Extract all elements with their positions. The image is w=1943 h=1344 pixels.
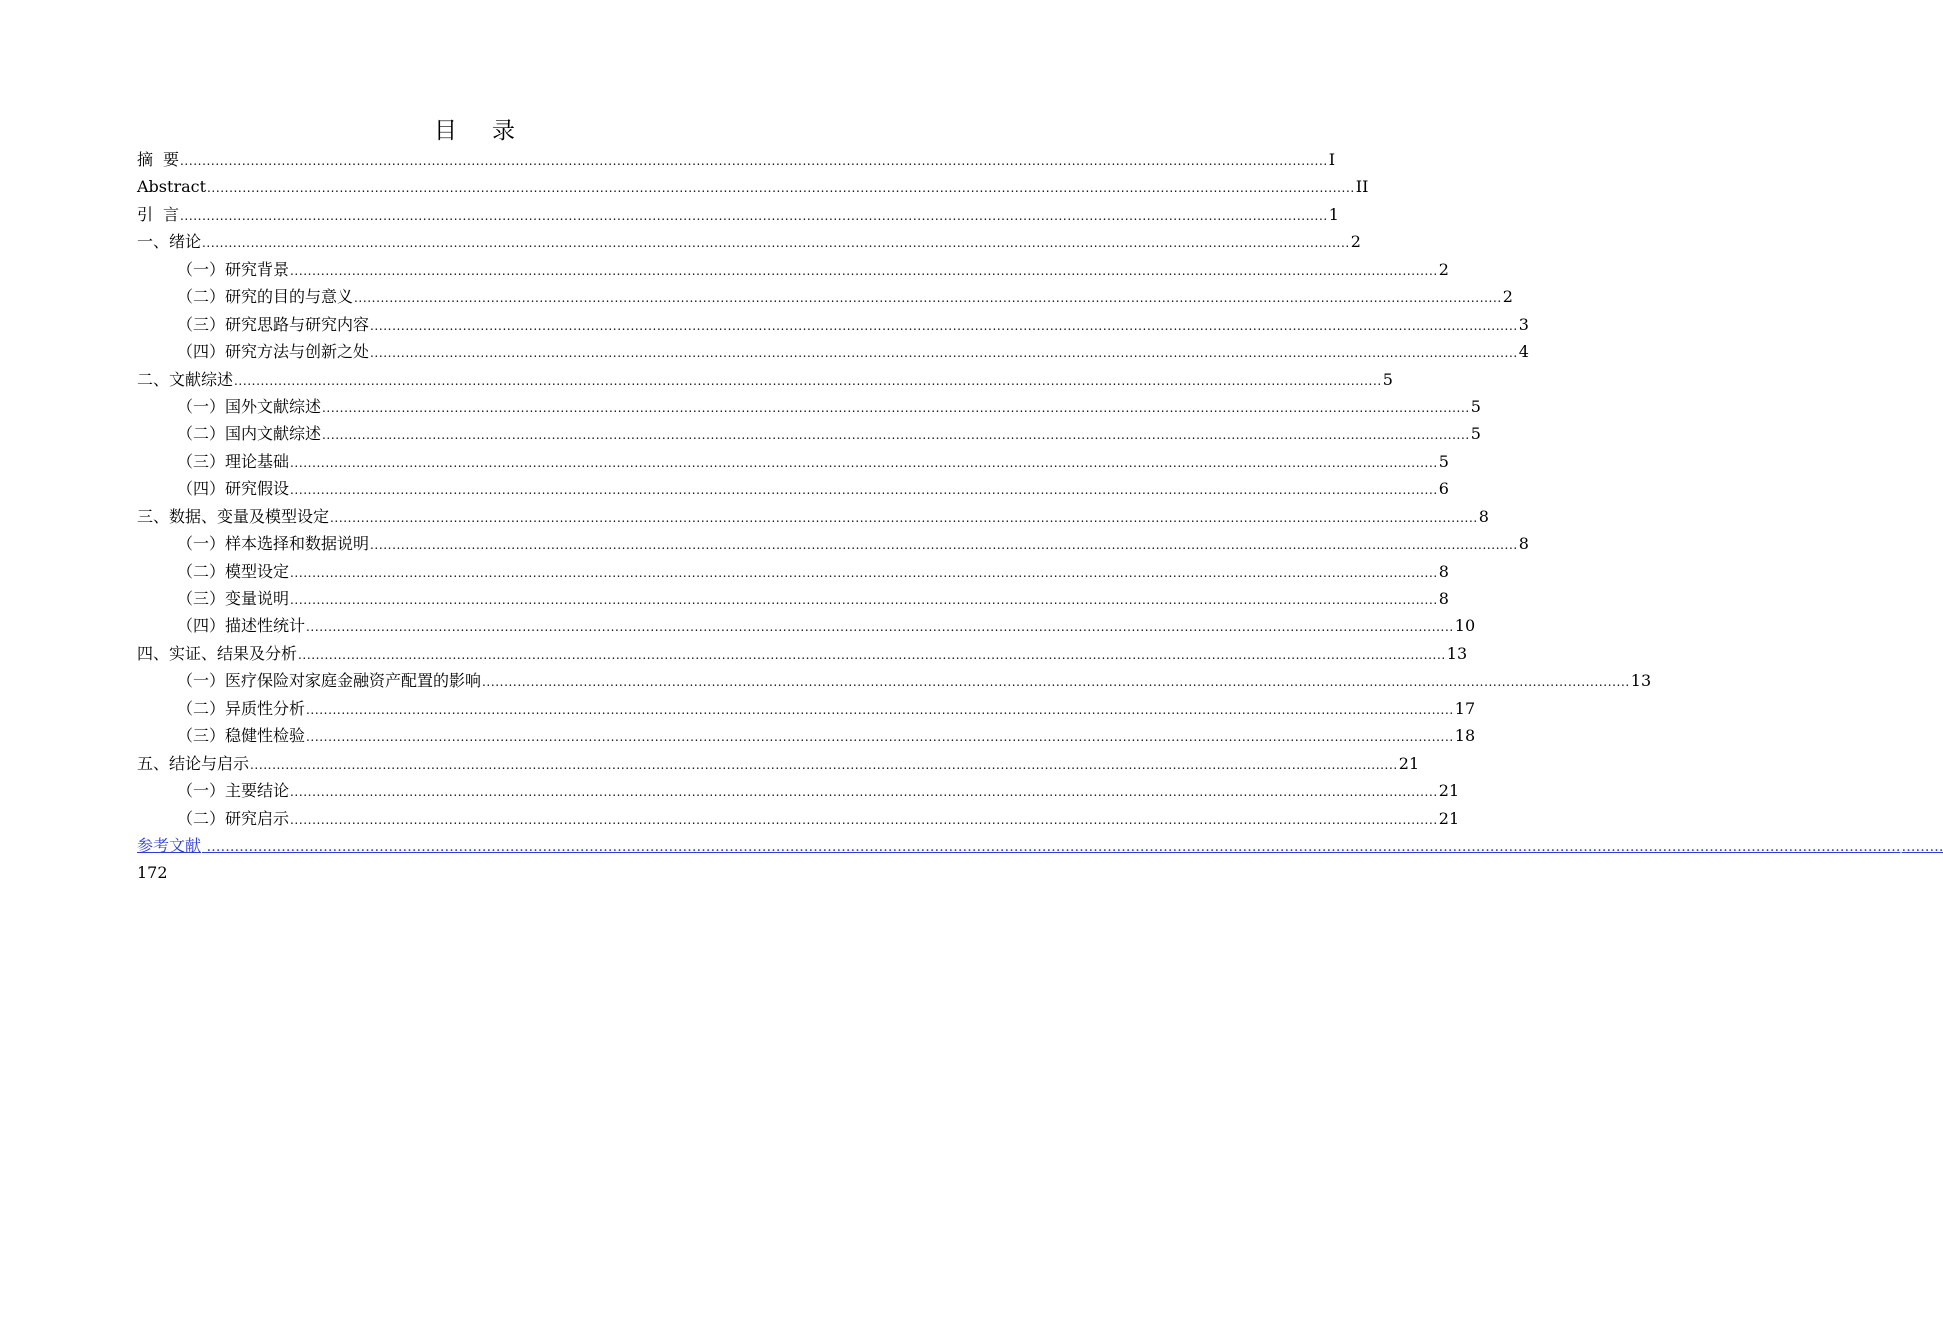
toc-leader-dots: ....................................................................................................................................................................................................................................................................	[234, 373, 1382, 388]
toc-entry[interactable]	[137, 173, 1369, 200]
toc-entry[interactable]	[137, 366, 1393, 393]
toc-entry[interactable]	[137, 420, 1481, 447]
toc-leader-dots: ....................................................................................................................................................................................................................................................................	[290, 593, 1438, 607]
toc-entry[interactable]	[137, 805, 1460, 832]
toc-leader-dots: ....................................................................................................................................................................................................................................................................	[290, 785, 1438, 800]
toc-page-number: 4	[1518, 342, 1529, 362]
toc-page-number: 5	[1382, 369, 1393, 389]
toc-leader-dots: ....................................................................................................................................................................................................................................................................	[306, 730, 1454, 745]
toc-entry-label[interactable]: （三）理论基础	[177, 451, 290, 471]
toc-entry[interactable]	[137, 530, 1529, 557]
toc-entry-label[interactable]: 二、文献综述	[137, 369, 234, 389]
toc-page-number: 2	[1502, 287, 1513, 307]
toc-entry[interactable]	[137, 695, 1476, 722]
toc-leader-dots: ....................................................................................................................................................................................................................................................................	[250, 757, 1398, 772]
toc-entry[interactable]	[137, 228, 1361, 255]
toc-entry[interactable]	[137, 667, 1652, 694]
toc-leader-dots: ....................................................................................................................................................................................................................................................................	[330, 510, 1478, 525]
toc-entry-label[interactable]: 五、结论与启示	[137, 753, 250, 773]
toc-entry-label[interactable]: Abstract	[137, 177, 207, 197]
toc-entry-label[interactable]: 四、实证、结果及分析	[137, 643, 298, 663]
toc-entry[interactable]	[137, 503, 1489, 530]
toc-entry[interactable]	[137, 338, 1529, 365]
toc-entry[interactable]	[137, 256, 1449, 283]
toc-leader-dots: ....................................................................................................................................................................................................................................................................	[298, 647, 1446, 662]
toc-entry-references-page: 172	[137, 863, 168, 883]
toc-entry[interactable]	[137, 750, 1420, 777]
toc-entry-label[interactable]: （三）变量说明	[177, 589, 290, 608]
toc-leader-dots: ....................................................................................................................................................................................................................................................................	[306, 620, 1454, 635]
toc-entry-label[interactable]: 一、绪论	[137, 232, 202, 252]
toc-leader-dots: ....................................................................................................................................................................................................................................................................	[180, 154, 1328, 168]
toc-entry-label[interactable]: （四）研究假设	[177, 479, 290, 499]
toc-entry-label[interactable]: 参考文献	[137, 835, 202, 855]
toc-leader-dots: ....................................................................................................................................................................................................................................................................	[370, 538, 1518, 553]
toc-entry-label[interactable]: （一）医疗保险对家庭金融资产配置的影响	[177, 671, 482, 691]
toc-page-number: 13	[1630, 671, 1652, 691]
page-title	[0, 114, 950, 148]
toc-page-number: 21	[1398, 753, 1420, 773]
toc-entry[interactable]	[137, 311, 1529, 338]
toc-entry-label[interactable]: （四）研究方法与创新之处	[177, 342, 370, 362]
toc-page-number: I	[1328, 150, 1336, 169]
toc-page-number: 3	[1518, 314, 1529, 334]
toc-leader-dots: ....................................................................................................................................................................................................................................................................	[354, 291, 1502, 306]
toc-page-number: 8	[1518, 534, 1529, 554]
toc-page-number: 5	[1470, 396, 1481, 416]
toc-entry[interactable]	[137, 777, 1460, 804]
toc-entry-label[interactable]: （一）主要结论	[177, 781, 290, 801]
toc-page-number: 13	[1446, 643, 1468, 663]
toc-entry[interactable]	[137, 146, 1336, 173]
page-title-right: 录	[492, 118, 516, 144]
table-of-contents	[137, 146, 1943, 886]
toc-entry[interactable]	[137, 448, 1449, 475]
toc-leader-dots: ....................................................................................................................................................................................................................................................................	[290, 812, 1438, 827]
toc-entry[interactable]	[137, 283, 1513, 310]
toc-leader-dots: ....................................................................................................................................................................................................................................................................	[306, 702, 1454, 717]
toc-entry-label[interactable]: （二）研究的目的与意义	[177, 287, 354, 307]
toc-page-number: 5	[1470, 424, 1481, 444]
toc-leader-dots: ....................................................................................................................................................................................................................................................................	[290, 455, 1438, 470]
toc-page-number: 2	[1438, 259, 1449, 279]
toc-entry-label[interactable]: 三、数据、变量及模型设定	[137, 506, 330, 526]
toc-page-number: 1	[1328, 204, 1339, 224]
toc-entry-label[interactable]: 引言	[137, 204, 190, 224]
toc-leader-dots: ....................................................................................................................................................................................................................................................................	[482, 675, 1630, 690]
toc-entry[interactable]	[137, 558, 1449, 585]
toc-entry[interactable]	[137, 585, 1449, 612]
toc-entry-label[interactable]: （一）国外文献综述	[177, 396, 322, 416]
toc-page-number: 5	[1438, 451, 1449, 471]
toc-entry-label[interactable]: （四）描述性统计	[177, 616, 306, 636]
toc-leader-dots: ....................................................................................................................................................................................................................................................................	[207, 181, 1355, 196]
toc-page-number: 17	[1454, 698, 1476, 718]
toc-leader-dots: ....................................................................................................................................................................................................................................................................	[290, 565, 1438, 580]
toc-page-number: 18	[1454, 726, 1476, 746]
toc-entry[interactable]	[137, 393, 1481, 420]
toc-entry-label[interactable]: （二）模型设定	[177, 561, 290, 581]
toc-entry[interactable]	[137, 640, 1468, 667]
toc-entry-label[interactable]: （一）样本选择和数据说明	[177, 534, 370, 554]
toc-entry-label[interactable]: （一）研究背景	[177, 259, 290, 279]
toc-entry-label[interactable]: （二）研究启示	[177, 808, 290, 828]
toc-entry[interactable]	[137, 475, 1449, 502]
page-title-left: 目	[434, 118, 458, 144]
toc-page-number: 10	[1454, 616, 1476, 636]
toc-entry-label[interactable]: （三）研究思路与研究内容	[177, 314, 370, 334]
toc-entry-references[interactable]	[137, 832, 1943, 859]
toc-page-number: 21	[1438, 781, 1460, 801]
toc-entry-label[interactable]: （三）稳健性检验	[177, 726, 306, 746]
toc-entry-label[interactable]: （二）国内文献综述	[177, 424, 322, 444]
toc-page-number: 21	[1438, 808, 1460, 828]
toc-entry-label[interactable]: （二）异质性分析	[177, 698, 306, 718]
toc-leader-dots: ....................................................................................................................................................................................................................................................................	[370, 346, 1518, 361]
toc-entry[interactable]	[137, 722, 1476, 749]
toc-entry[interactable]	[137, 201, 1339, 228]
toc-leader-dots: ....................................................................................................................................................................................................................................................................	[290, 483, 1438, 498]
toc-page-number: 8	[1478, 506, 1489, 526]
toc-leader-dots: ....................................................................................................................................................................................................................................................................	[202, 236, 1350, 251]
toc-leader-dots: …………………………………………………………………………………………………………………………………………………………………………………………………………………………………………………………………………………………………………………………………	[202, 838, 1901, 855]
toc-page-number: 8	[1438, 589, 1449, 608]
toc-leader-dots: ....................................................................................................................................................................................................................................................................	[180, 208, 1328, 223]
toc-entry-tail: ………	[1901, 838, 1943, 855]
toc-entry[interactable]	[137, 612, 1476, 639]
toc-leader-dots: ....................................................................................................................................................................................................................................................................	[322, 400, 1470, 415]
toc-leader-dots: ....................................................................................................................................................................................................................................................................	[290, 263, 1438, 278]
toc-entry-label[interactable]: 摘要	[137, 150, 190, 169]
toc-page-number: 2	[1350, 232, 1361, 252]
toc-page-number: II	[1355, 177, 1369, 197]
toc-leader-dots: ....................................................................................................................................................................................................................................................................	[322, 428, 1470, 443]
toc-page-number: 8	[1438, 561, 1449, 581]
toc-page-number: 6	[1438, 479, 1449, 499]
toc-leader-dots: ....................................................................................................................................................................................................................................................................	[370, 318, 1518, 333]
